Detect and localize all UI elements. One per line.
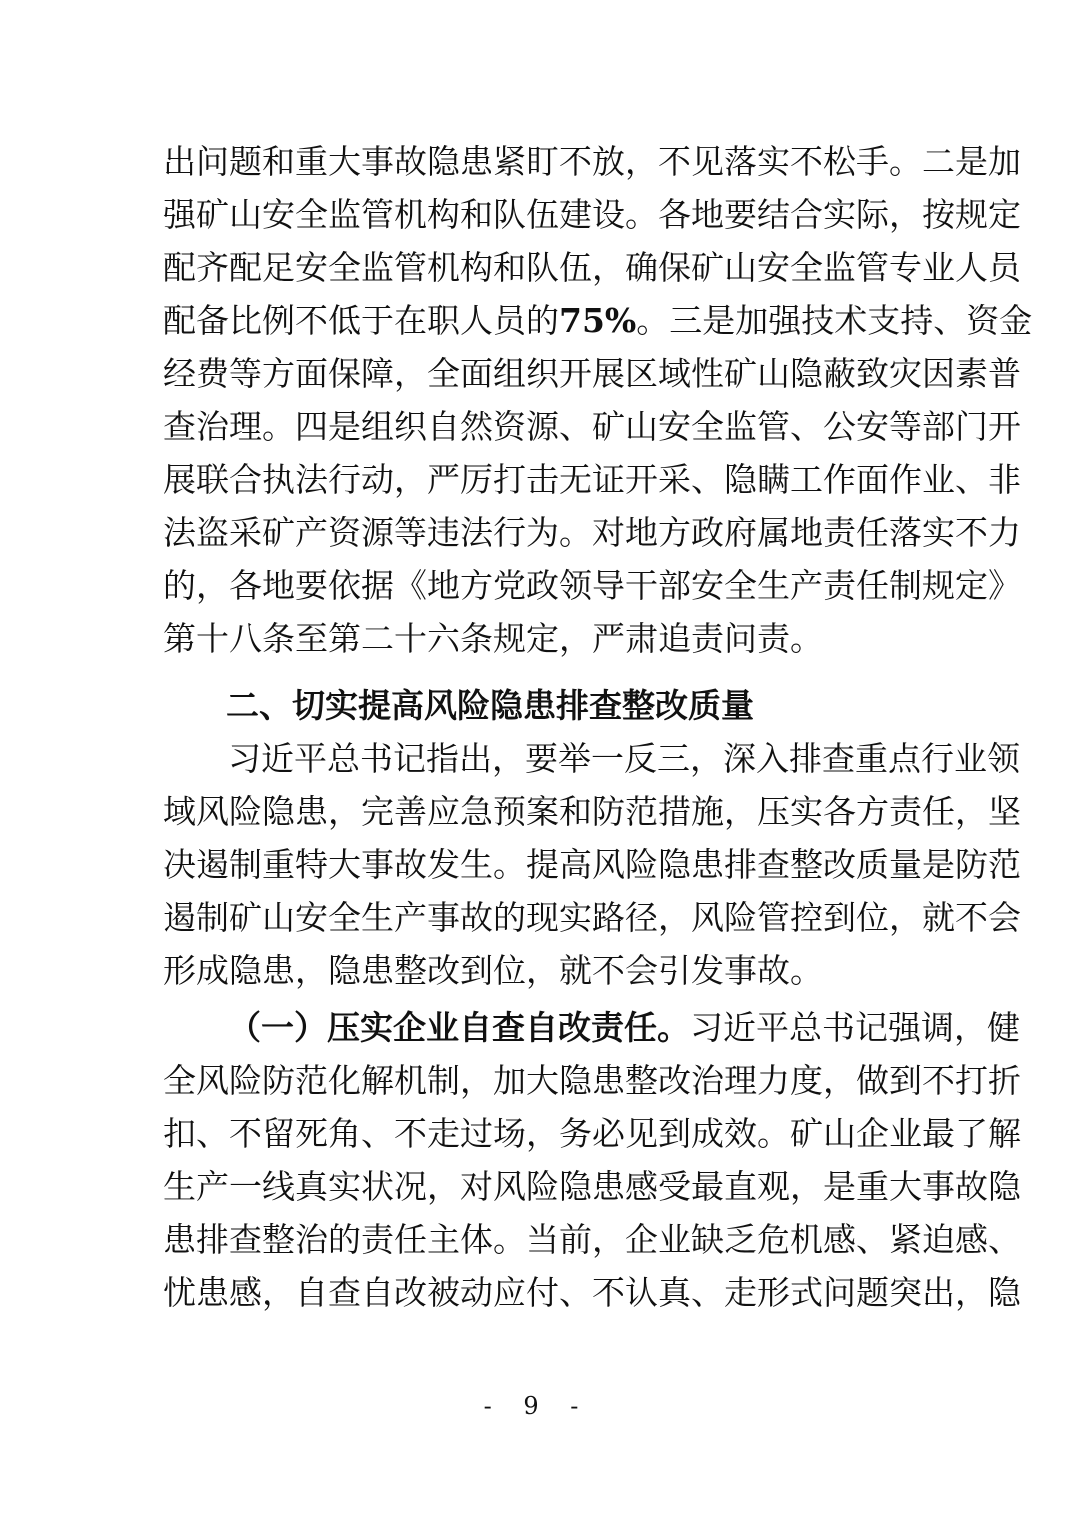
body-line-2: 强矿山安全监管机构和队伍建设。各地要结合实际，按规定 <box>163 195 1021 234</box>
body-line-6: 查治理。四是组织自然资源、矿山安全监管、公安等部门开 <box>163 407 1021 446</box>
body-line-4-part-2: 。三是加强技术支持、资金 <box>636 301 1033 340</box>
subsection-line-4: 生产一线真实状况，对风险隐患感受最直观，是重大事故隐 <box>163 1167 1021 1206</box>
body-line-10: 第十八条至第二十六条规定，严肃追责问责。 <box>163 619 823 658</box>
body-line-4-part-1: 配备比例不低于在职人员的 <box>163 301 559 340</box>
section2-line-3: 决遏制重特大事故发生。提高风险隐患排查整改质量是防范 <box>163 845 1021 884</box>
subsection-line-1-text: 习近平总书记强调，健 <box>690 1008 1020 1047</box>
body-line-1: 出问题和重大事故隐患紧盯不放，不见落实不松手。二是加 <box>163 142 1021 181</box>
percentage-value: 75% <box>559 301 637 340</box>
section2-line-4: 遏制矿山安全生产事故的现实路径，风险管控到位，就不会 <box>163 898 1021 937</box>
subsection-line-5: 患排查整治的责任主体。当前，企业缺乏危机感、紧迫感、 <box>163 1220 1021 1259</box>
subsection-line-2: 全风险防范化解机制，加大隐患整改治理力度，做到不打折 <box>163 1061 1021 1100</box>
page-number: - 9 - <box>483 1392 591 1420</box>
section2-line-1: 习近平总书记指出，要举一反三，深入排查重点行业领 <box>228 739 1020 778</box>
subsection-title: （一）压实企业自查自改责任。 <box>228 1008 690 1047</box>
body-line-3: 配齐配足安全监管机构和队伍，确保矿山安全监管专业人员 <box>163 248 1021 287</box>
section2-line-5: 形成隐患，隐患整改到位，就不会引发事故。 <box>163 951 823 990</box>
section2-line-2: 域风险隐患，完善应急预案和防范措施，压实各方责任，坚 <box>163 792 1021 831</box>
section-heading: 二、切实提高风险隐患排查整改质量 <box>226 686 754 725</box>
body-line-9: 的，各地要依据《地方党政领导干部安全生产责任制规定》 <box>163 566 1021 605</box>
body-line-5: 经费等方面保障，全面组织开展区域性矿山隐蔽致灾因素普 <box>163 354 1021 393</box>
subsection-line-6: 忧患感，自查自改被动应付、不认真、走形式问题突出，隐 <box>163 1273 1021 1312</box>
body-line-4 <box>163 295 1033 347</box>
body-line-8: 法盗采矿产资源等违法行为。对地方政府属地责任落实不力 <box>163 513 1021 552</box>
subsection-line-1 <box>228 1002 1020 1054</box>
subsection-line-3: 扣、不留死角、不走过场，务必见到成效。矿山企业最了解 <box>163 1114 1021 1153</box>
body-line-7: 展联合执法行动，严厉打击无证开采、隐瞒工作面作业、非 <box>163 460 1021 499</box>
